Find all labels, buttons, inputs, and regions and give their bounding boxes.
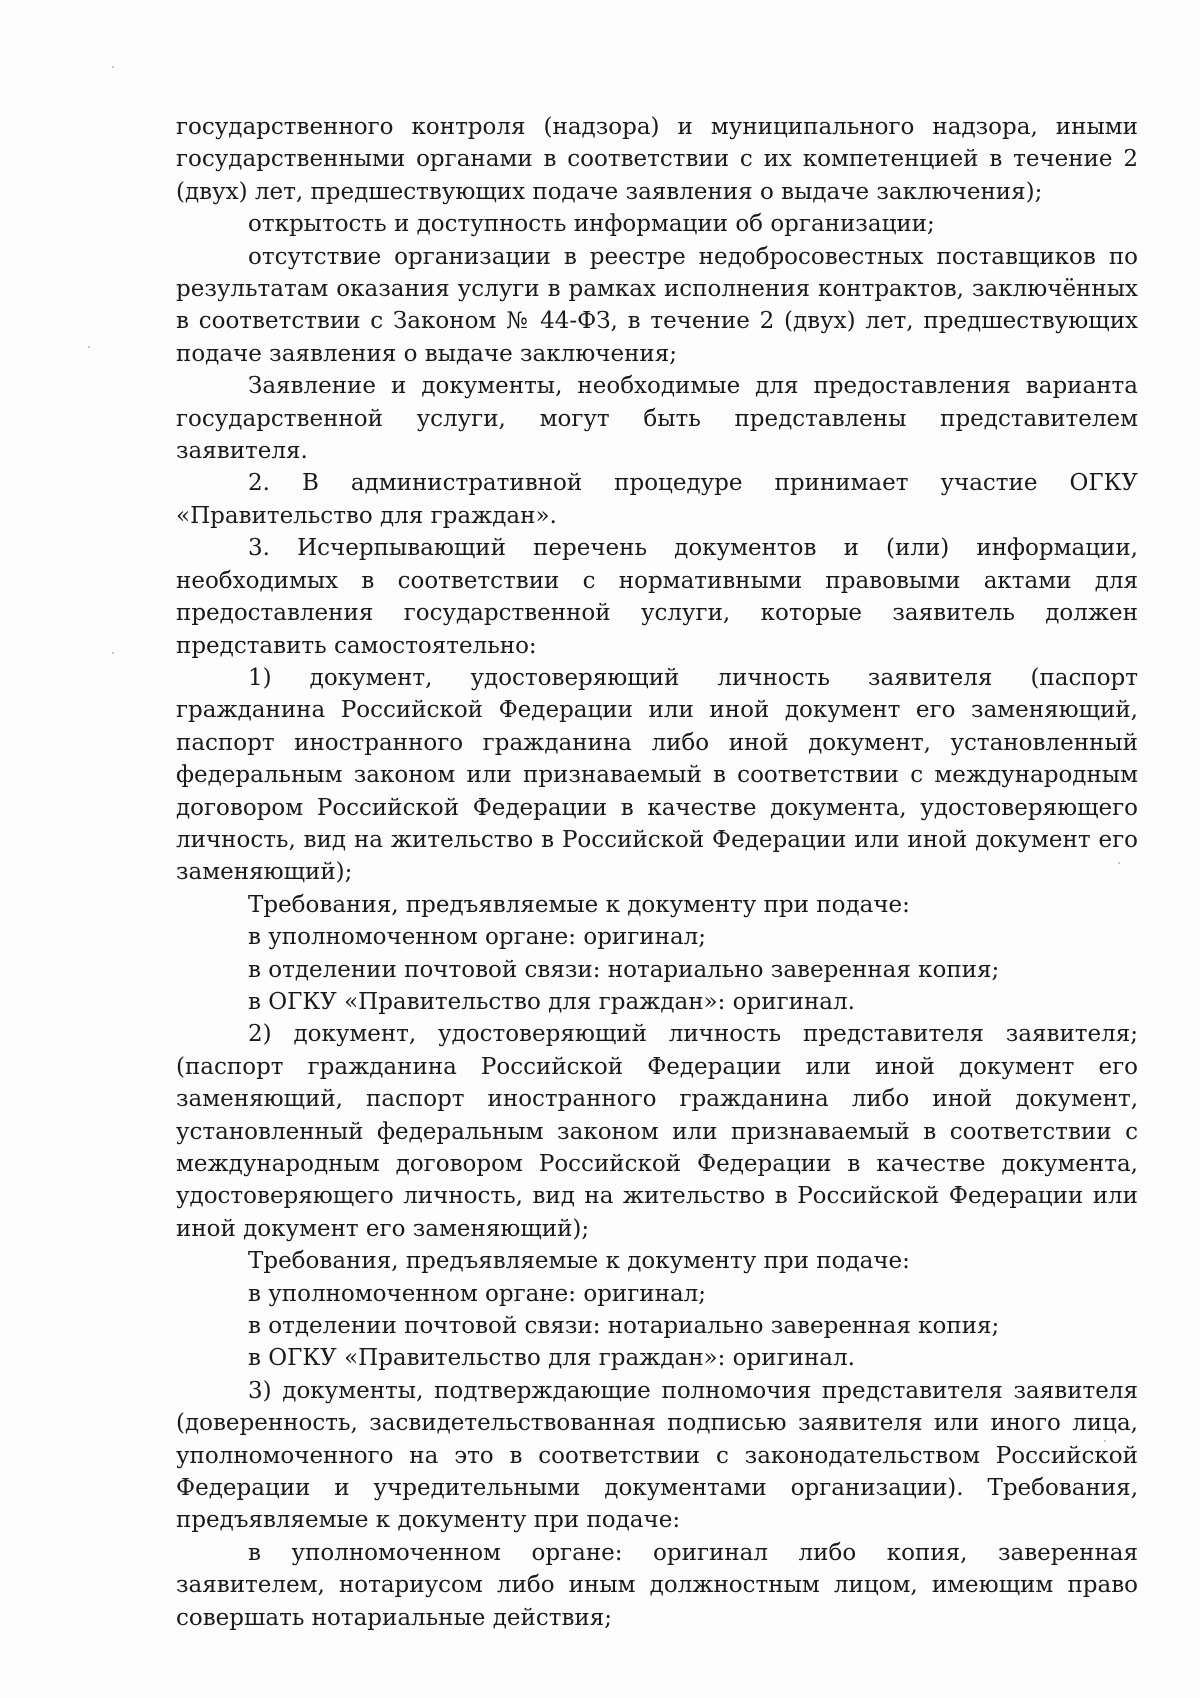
paragraph-requirement-authority-copy: в уполномоченном органе: оригинал либо копия, заверенная заявителем, нотариусом либо иным должностным лицом, имеющим право совершать нотариальные действия;: [176, 1539, 1138, 1631]
paragraph-doc-3: 3) документы, подтверждающие полномочия представителя заявителя (доверенность, засвидетельствованная подписью заявителя или иного лица, уполномоченного на это в соответствии с законодательством Российской Федерации и учредительными документами организации). Требования, предъявляемые к документу при подаче:: [176, 1377, 1138, 1534]
paragraph-requirements-heading: Требования, предъявляемые к документу при подаче:: [248, 1248, 910, 1275]
scan-speck: [112, 66, 114, 68]
paragraph-requirement-authority: в уполномоченном органе: оригинал;: [248, 1280, 707, 1307]
paragraph-item-3: 3. Исчерпывающий перечень документов и (или) информации, необходимых в соответствии с нормативными правовыми актами для предоставления государственной услуги, которые заявитель должен представить самостоятельно:: [176, 535, 1138, 659]
paragraph-doc-2: 2) документ, удостоверяющий личность представителя заявителя; (паспорт гражданина Российской Федерации или иной документ его заменяющий, паспорт иностранного гражданина либо иной документ, установленный федеральным законом или признаваемый в соответствии с международным договором Российской Федерации в качестве документа, удостоверяющего личность, вид на жительство в Российской Федерации или иной документ его заменяющий);: [176, 1021, 1138, 1242]
paragraph-requirements-heading: Требования, предъявляемые к документу при подаче:: [248, 891, 910, 918]
paragraph-requirement-ogku: в ОГКУ «Правительство для граждан»: оригинал.: [248, 988, 855, 1015]
paragraph-representative: Заявление и документы, необходимые для предоставления варианта государственной услуги, могут быть представлены представителем заявителя.: [176, 373, 1138, 465]
paragraph-requirement-ogku: в ОГКУ «Правительство для граждан»: оригинал.: [248, 1345, 855, 1372]
paragraph-control-continuation: государственного контроля (надзора) и муниципального надзора, иными государственными органами в соответствии с их компетенцией в течение 2 (двух) лет, предшествующих подаче заявления о выдаче заключения);: [176, 114, 1138, 205]
paragraph-requirement-post: в отделении почтовой связи: нотариально заверенная копия;: [248, 956, 1000, 983]
paragraph-item-2: 2. В административной процедуре принимает участие ОГКУ «Правительство для граждан».: [176, 470, 1138, 529]
paragraph-openness: открытость и доступность информации об организации;: [248, 211, 935, 238]
scan-speck: [112, 652, 114, 654]
paragraph-registry-absence: отсутствие организации в реестре недобросовестных поставщиков по результатам оказания услуги в рамках исполнения контрактов, заключённых в соответствии с Законом № 44-ФЗ, в течение 2 (двух) лет, предшествующих подаче заявления о выдаче заключения;: [176, 243, 1138, 367]
scan-speck: [88, 346, 90, 348]
paragraph-doc-1: 1) документ, удостоверяющий личность заявителя (паспорт гражданина Российской Федерации или иной документ его заменяющий, паспорт иностранного гражданина либо иной документ, установленный федеральным законом или признаваемый в соответствии с международным договором Российской Федерации в качестве документа, удостоверяющего личность, вид на жительство в Российской Федерации или иной документ его заменяющий);: [176, 664, 1138, 886]
paragraph-requirement-post: в отделении почтовой связи: нотариально заверенная копия;: [248, 1313, 1000, 1340]
document-body: [176, 111, 1138, 1634]
paragraph-requirement-authority: в уполномоченном органе: оригинал;: [248, 924, 707, 951]
